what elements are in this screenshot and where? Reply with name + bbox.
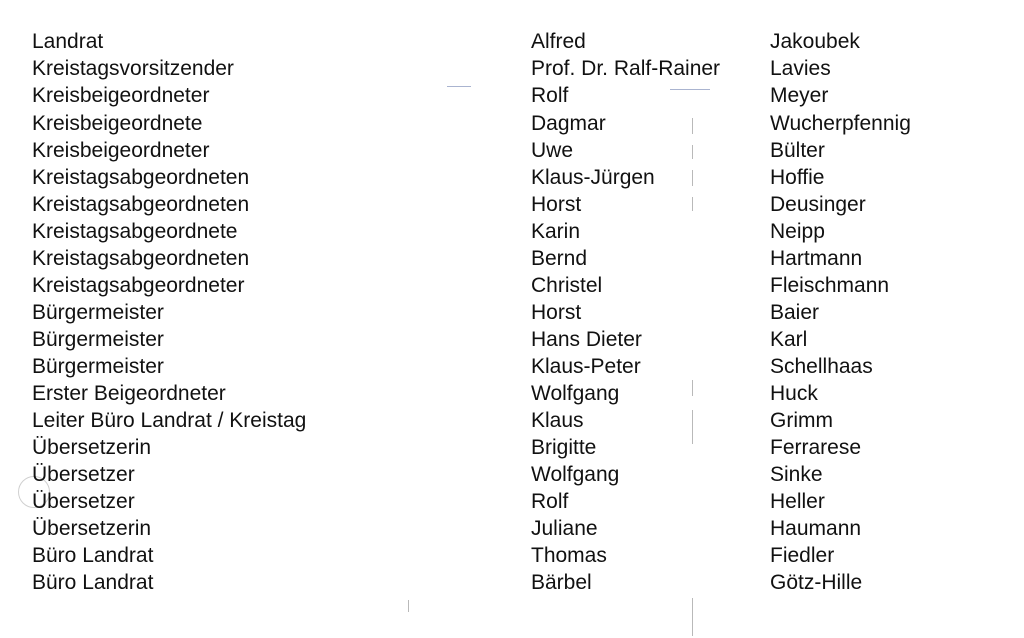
first-name-text: Thomas [531, 544, 607, 567]
role-text: Kreistagsabgeordneten [32, 247, 250, 270]
first-name-text: Juliane [531, 517, 598, 540]
list-row [0, 55, 1024, 82]
list-row [0, 28, 1024, 55]
role-text: Kreistagsabgeordnete [32, 220, 238, 243]
last-name-text: Hoffie [770, 166, 825, 189]
last-name-text: Lavies [770, 57, 831, 80]
last-name-text: Haumann [770, 517, 862, 540]
list-row [0, 137, 1024, 164]
role-text: Übersetzer [32, 490, 135, 513]
first-name-text: Klaus-Peter [531, 355, 641, 378]
first-name-text: Klaus [531, 409, 584, 432]
scan-line [692, 598, 693, 636]
first-name-text: Alfred [531, 30, 586, 53]
first-name-text: Brigitte [531, 436, 597, 459]
first-name-text: Karin [531, 220, 581, 243]
first-name-text: Horst [531, 193, 582, 216]
list-row [0, 326, 1024, 353]
list-row [0, 542, 1024, 569]
list-row [0, 569, 1024, 596]
last-name-text: Wucherpfennig [770, 112, 911, 135]
list-row [0, 434, 1024, 461]
role-text: Kreistagsabgeordneten [32, 166, 250, 189]
list-row [0, 110, 1024, 137]
list-row [0, 164, 1024, 191]
first-name-text: Horst [531, 301, 582, 324]
role-text: Kreistagsvorsitzender [32, 57, 234, 80]
list-row [0, 191, 1024, 218]
last-name-text: Sinke [770, 463, 823, 486]
first-name-text: Hans Dieter [531, 328, 642, 351]
role-text: Erster Beigeordneter [32, 382, 226, 405]
role-text: Übersetzerin [32, 436, 152, 459]
last-name-text: Neipp [770, 220, 825, 243]
first-name-text: Uwe [531, 139, 574, 162]
last-name-text: Götz-Hille [770, 571, 863, 594]
role-text: Kreisbeigeordneter [32, 139, 210, 162]
last-name-text: Ferrarese [770, 436, 862, 459]
last-name-text: Fiedler [770, 544, 835, 567]
last-name-text: Fleischmann [770, 274, 890, 297]
role-text: Kreisbeigeordnete [32, 112, 203, 135]
role-text: Kreistagsabgeordneten [32, 193, 250, 216]
role-text: Kreistagsabgeordneter [32, 274, 245, 297]
role-text: Kreisbeigeordneter [32, 84, 210, 107]
last-name-text: Karl [770, 328, 808, 351]
role-text: Bürgermeister [32, 355, 164, 378]
last-name-text: Huck [770, 382, 818, 405]
list-row [0, 407, 1024, 434]
role-text: Büro Landrat [32, 544, 154, 567]
last-name-text: Meyer [770, 84, 829, 107]
list-row [0, 380, 1024, 407]
first-name-text: Wolfgang [531, 382, 620, 405]
first-name-text: Prof. Dr. Ralf-Rainer [531, 57, 721, 80]
list-row [0, 461, 1024, 488]
role-text: Büro Landrat [32, 571, 154, 594]
first-name-text: Bärbel [531, 571, 592, 594]
role-text: Übersetzer [32, 463, 135, 486]
first-name-text: Bernd [531, 247, 588, 270]
role-text: Übersetzerin [32, 517, 152, 540]
list-row [0, 245, 1024, 272]
role-text: Leiter Büro Landrat / Kreistag [32, 409, 307, 432]
list-row [0, 515, 1024, 542]
list-row [0, 353, 1024, 380]
role-text: Bürgermeister [32, 328, 164, 351]
first-name-text: Dagmar [531, 112, 606, 135]
scan-line [408, 600, 409, 612]
last-name-text: Deusinger [770, 193, 866, 216]
first-name-text: Rolf [531, 490, 569, 513]
last-name-text: Schellhaas [770, 355, 873, 378]
first-name-text: Rolf [531, 84, 569, 107]
last-name-text: Bülter [770, 139, 825, 162]
list-row [0, 218, 1024, 245]
last-name-text: Hartmann [770, 247, 863, 270]
list-row [0, 82, 1024, 109]
first-name-text: Christel [531, 274, 603, 297]
last-name-text: Grimm [770, 409, 833, 432]
first-name-text: Klaus-Jürgen [531, 166, 655, 189]
list-row [0, 299, 1024, 326]
first-name-text: Wolfgang [531, 463, 620, 486]
role-text: Landrat [32, 30, 104, 53]
last-name-text: Baier [770, 301, 820, 324]
last-name-text: Heller [770, 490, 825, 513]
list-row [0, 272, 1024, 299]
list-row [0, 488, 1024, 515]
last-name-text: Jakoubek [770, 30, 860, 53]
role-text: Bürgermeister [32, 301, 164, 324]
